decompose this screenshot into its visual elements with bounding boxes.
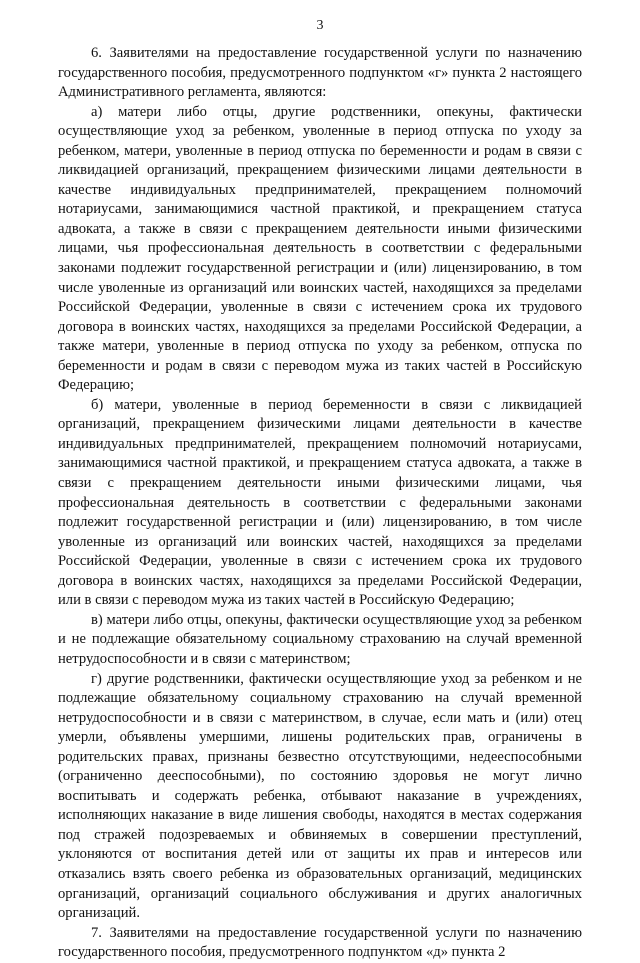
document-body bbox=[58, 44, 582, 963]
paragraph-subitem-a: а) матери либо отцы, другие родственники, опекуны, фактически осуществляющие уход за ребенком, уволенные в период отпуска по уходу за ребенком, матери, уволенные в период отпуска по беременности и родам в связи с ликвидацией организаций, прекращением физическими лицами деятельности в качестве индивидуальных предпринимателей, прекращением полномочий нотариусами, занимающимися частной практикой, и прекращением статуса адвоката, а также в связи с прекращением деятельности иными физическими лицами, чья профессиональная деятельность в соответствии с федеральными законами подлежит государственной регистрации и (или) лицензированию, в том числе уволенные из организаций или воинских частей, находящихся за пределами Российской Федерации, уволенные в связи с истечением срока их трудового договора в воинских частях, находящихся за пределами Российской Федерации, а также матери, уволенные в период отпуска по уходу за ребенком, отпуска по беременности и родам в связи с переводом мужа из таких частей в Российскую Федерацию; bbox=[58, 103, 582, 394]
page-number: 3 bbox=[316, 18, 324, 33]
paragraph-subitem-b: б) матери, уволенные в период беременности в связи с ликвидацией организаций, прекращением физическими лицами деятельности в качестве индивидуальных предпринимателей, прекращением полномочий нотариусами, занимающимися частной практикой, и прекращением статуса адвоката, а также в связи с прекращением деятельности иными физическими лицами, чья профессиональная деятельность в соответствии с федеральными законами подлежит государственной регистрации и (или) лицензированию, в том числе уволенные из организаций или воинских частей, находящихся за пределами Российской Федерации, уволенные в связи с истечением срока их трудового договора в воинских частях, находящихся за пределами Российской Федерации, или в связи с переводом мужа из таких частей в Российскую Федерацию; bbox=[58, 396, 582, 609]
paragraph-subitem-v: в) матери либо отцы, опекуны, фактически осуществляющие уход за ребенком и не подлежащие обязательному социальному страхованию на случай временной нетрудоспособности и в связи с материнством; bbox=[58, 611, 582, 667]
paragraph-item-7: 7. Заявителями на предоставление государственной услуги по назначению государственного пособия, предусмотренного подпунктом «д» пункта 2 bbox=[58, 924, 582, 961]
paragraph-subitem-g: г) другие родственники, фактически осуществляющие уход за ребенком и не подлежащие обязательному социальному страхованию на случай временной нетрудоспособности и в связи с материнством, в случае, если мать и (или) отец умерли, объявлены умершими, лишены родительских прав, ограничены в родительских правах, признаны безвестно отсутствующими, недееспособными (ограниченно дееспособными), по состоянию здоровья не могут лично воспитывать и содержать ребенка, отбывают наказание в учреждениях, исполняющих наказание в виде лишения свободы, находятся в местах содержания под стражей подозреваемых и обвиняемых в совершении преступлений, уклоняются от воспитания детей или от защиты их прав и интересов или отказались взять своего ребенка из образовательных организаций, медицинских организаций, организаций социального обслуживания и других аналогичных организаций. bbox=[58, 670, 582, 922]
paragraph-item-6: 6. Заявителями на предоставление государственной услуги по назначению государственного пособия, предусмотренного подпунктом «г» пункта 2 настоящего Административного регламента, являются: bbox=[58, 45, 582, 101]
